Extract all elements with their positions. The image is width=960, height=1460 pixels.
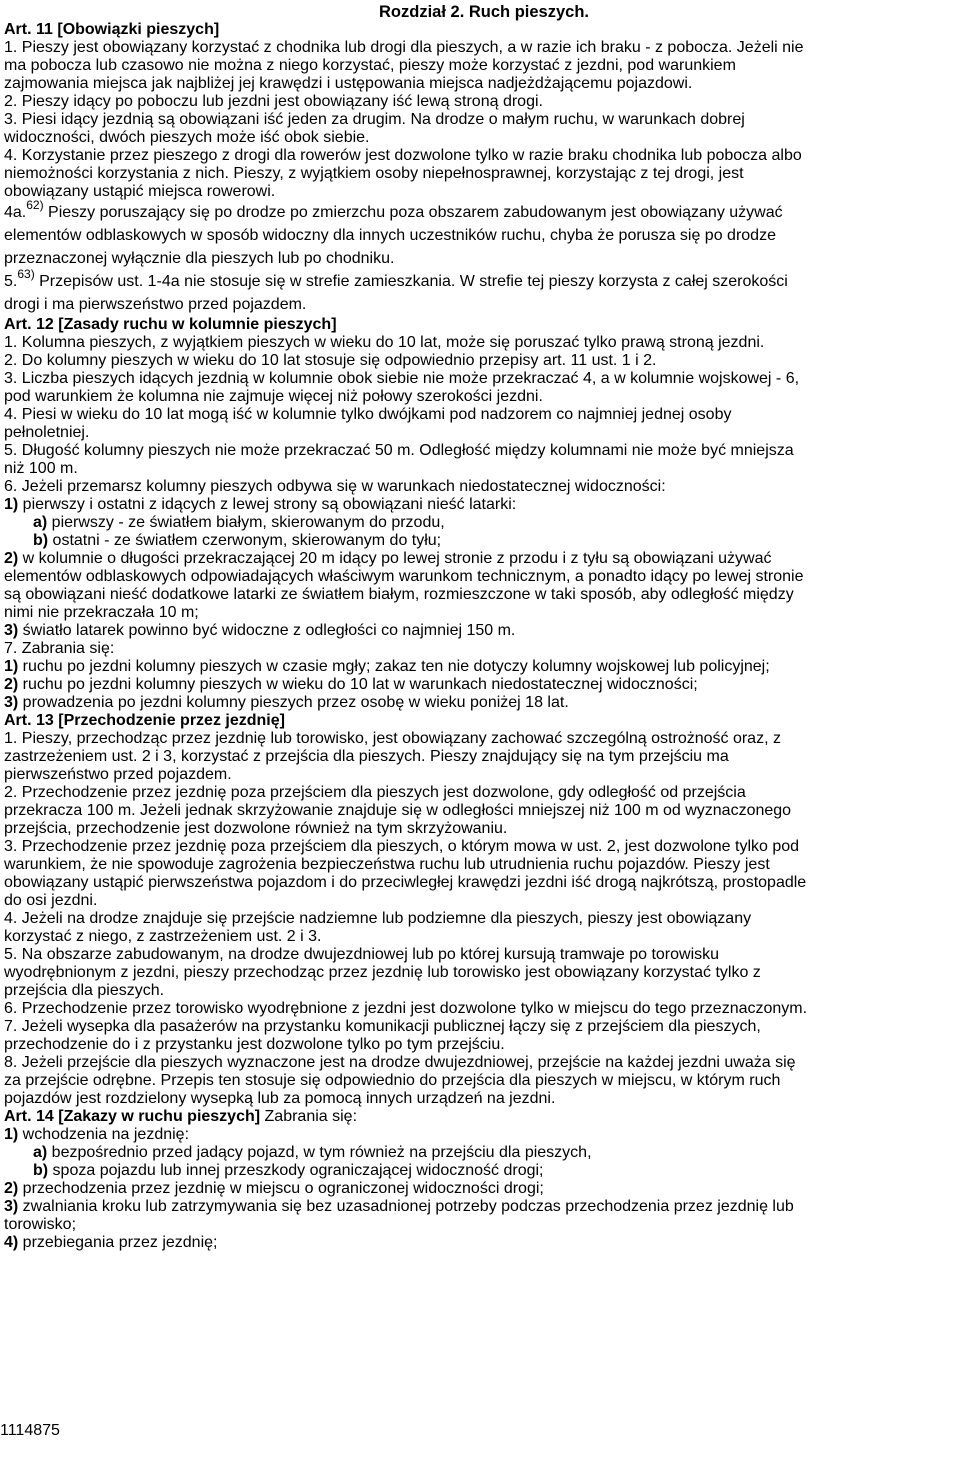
article-heading xyxy=(4,21,956,39)
line-text: pełnoletniej. xyxy=(4,424,90,441)
line-text: prowadzenia po jezdni kolumny pieszych przez osobę w wieku poniżej 18 lat. xyxy=(18,694,569,711)
line-text: 4. Jeżeli na drodze znajduje się przejście nadziemne lub podziemne dla pieszych, pieszy jest obowiązany xyxy=(4,910,752,927)
line-text: niż 100 m. xyxy=(4,460,78,477)
line-text: przejścia, przechodzenie jest dozwolone również na tym skrzyżowaniu. xyxy=(4,820,508,837)
footnote-reference: 62) xyxy=(26,198,44,212)
text-line xyxy=(4,224,956,247)
text-line xyxy=(4,1018,956,1036)
text-line xyxy=(4,293,956,316)
line-text: przebiegania przez jezdnię; xyxy=(18,1234,218,1251)
text-line xyxy=(4,1144,956,1162)
text-line xyxy=(4,334,956,352)
line-text: drogi i ma pierwszeństwo przed pojazdem. xyxy=(4,296,307,313)
list-marker: b) xyxy=(33,1162,49,1179)
text-line xyxy=(4,982,956,1000)
text-line xyxy=(4,892,956,910)
line-text: pierwszeństwo przed pojazdem. xyxy=(4,766,232,783)
line-text: przekracza 100 m. Jeżeli jednak skrzyżowanie znajduje się w odległości mniejszej niż 100 m od wyznaczonego xyxy=(4,802,792,819)
line-text: elementów odblaskowych w sposób widoczny dla innych uczestników ruchu, chyba że porusza się po drodze xyxy=(4,227,776,244)
line-text: 3. Piesi idący jezdnią są obowiązani iść jeden za drugim. Na drodze o małym ruchu, w warunkach dobrej xyxy=(4,111,745,128)
text-line xyxy=(4,676,956,694)
line-text: 1. Kolumna pieszych, z wyjątkiem pieszych w wieku do 10 lat, może się poruszać tylko prawą stroną jezdni. xyxy=(4,334,765,351)
text-line xyxy=(4,514,956,532)
line-text: obowiązany ustąpić miejsca rowerowi. xyxy=(4,183,276,200)
line-text: zastrzeżeniem ust. 2 i 3, korzystać z przejścia dla pieszych. Pieszy znajdujący się na tym przejściu ma xyxy=(4,748,729,765)
line-text: torowisko; xyxy=(4,1216,77,1233)
line-text: zwalniania kroku lub zatrzymywania się bez uzasadnionej potrzeby podczas przechodzenia przez jezdnię lub xyxy=(18,1198,794,1215)
text-line xyxy=(4,802,956,820)
line-text: 3. Przechodzenie przez jezdnię poza przejściem dla pieszych, o którym mowa w ust. 2, jest dozwolone tylko pod xyxy=(4,838,800,855)
chapter-title: Rozdział 2. Ruch pieszych. xyxy=(379,3,589,21)
text-line xyxy=(4,604,956,622)
line-text: elementów odblaskowych odpowiadających właściwym warunkom technicznym, a ponadto idący po lewej stronie xyxy=(4,568,804,585)
line-text: Pieszy poruszający się po drodze po zmierzchu poza obszarem zabudowanym jest obowiązany używać xyxy=(43,204,783,221)
text-line xyxy=(4,1180,956,1198)
line-text: za przejście odrębne. Przepis ten stosuje się odpowiednio do przejścia dla pieszych w miejscu, w którym ruch xyxy=(4,1072,781,1089)
line-text: bezpośrednio przed jadący pojazd, w tym również na przejściu dla pieszych, xyxy=(47,1144,592,1161)
text-line xyxy=(4,57,956,75)
list-marker: 1) xyxy=(4,658,19,675)
line-text: pierwszy - ze światłem białym, skierowanym do przodu, xyxy=(47,514,445,531)
line-text: 1. Pieszy, przechodząc przez jezdnię lub torowisko, jest obowiązany zachować szczególną ostrożność oraz, z xyxy=(4,730,781,747)
line-text: pod warunkiem że kolumna nie zajmuje więcej niż połowy szerokości jezdni. xyxy=(4,388,543,405)
text-line xyxy=(4,1216,956,1234)
line-text: ruchu po jezdni kolumny pieszych w wieku do 10 lat w warunkach niedostatecznej widoczności; xyxy=(18,676,698,693)
text-line xyxy=(4,640,956,658)
text-line xyxy=(4,766,956,784)
text-line xyxy=(4,267,956,293)
line-text: 4. Korzystanie przez pieszego z drogi dla rowerów jest dozwolone tylko w razie braku chodnika lub pobocza albo xyxy=(4,147,802,164)
line-text: 2. Pieszy idący po poboczu lub jezdni jest obowiązany iść lewą stroną drogi. xyxy=(4,93,543,110)
list-marker: 3) xyxy=(4,622,19,639)
text-line xyxy=(4,622,956,640)
line-text: 6. Jeżeli przemarsz kolumny pieszych odbywa się w warunkach niedostatecznej widoczności: xyxy=(4,478,666,495)
line-text: 4. Piesi w wieku do 10 lat mogą iść w kolumnie tylko dwójkami pod nadzorem co najmniej jednej osoby xyxy=(4,406,732,423)
text-line xyxy=(4,694,956,712)
text-line xyxy=(4,1126,956,1144)
text-line xyxy=(4,165,956,183)
line-text: przeznaczonej wyłącznie dla pieszych lub po chodniku. xyxy=(4,250,395,267)
text-line xyxy=(4,874,956,892)
text-line xyxy=(4,388,956,406)
document-page xyxy=(4,0,956,1252)
line-text: spoza pojazdu lub innej przeszkody ograniczającej widoczność drogi; xyxy=(48,1162,544,1179)
list-marker: b) xyxy=(33,532,49,549)
line-text: Art. 12 [Zasady ruchu w kolumnie pieszych] xyxy=(4,316,337,333)
text-line xyxy=(4,247,956,270)
text-line xyxy=(4,424,956,442)
line-text: 2. Do kolumny pieszych w wieku do 10 lat stosuje się odpowiednio przepisy art. 11 ust. 1 i 2. xyxy=(4,352,657,369)
line-text: Art. 14 [Zakazy w ruchu pieszych] xyxy=(4,1108,261,1125)
text-line xyxy=(4,198,956,224)
text-line xyxy=(4,39,956,57)
line-text: pojazdów jest rozdzielony wysepką lub za pomocą innych urządzeń na jezdni. xyxy=(4,1090,556,1107)
line-text: 5. Długość kolumny pieszych nie może przekraczać 50 m. Odległość między kolumnami nie może być mniejsza xyxy=(4,442,794,459)
line-text: obowiązany ustąpić pierwszeństwa pojazdom i do przeciwległej krawędzi jezdni iść drogą najkrótszą, prostopadle xyxy=(4,874,807,891)
list-marker: 1) xyxy=(4,496,19,513)
text-line xyxy=(4,550,956,568)
list-marker: 1) xyxy=(4,1126,19,1143)
text-line xyxy=(4,352,956,370)
line-text: wchodzenia na jezdnię: xyxy=(18,1126,190,1143)
text-line xyxy=(4,838,956,856)
line-text: 5. Na obszarze zabudowanym, na drodze dwujezdniowej lub po której kursują tramwaje po torowisku xyxy=(4,946,720,963)
line-text: 3. Liczba pieszych idących jezdnią w kolumnie obok siebie nie może przekraczać 4, a w kolumnie wojskowej - 6, xyxy=(4,370,800,387)
line-text: Art. 13 [Przechodzenie przez jezdnię] xyxy=(4,712,285,729)
list-marker: a) xyxy=(33,514,48,531)
line-text: w kolumnie o długości przekraczającej 20 m idący po lewej stronie z przodu i z tyłu są obowiązani używać xyxy=(18,550,772,567)
text-line xyxy=(4,1234,956,1252)
line-text: ostatni - ze światłem czerwonym, skierowanym do tyłu; xyxy=(48,532,442,549)
text-line xyxy=(4,1090,956,1108)
line-text: 7. Jeżeli wysepka dla pasażerów na przystanku komunikacji publicznej łączy się z przejściem dla pieszych, xyxy=(4,1018,761,1035)
line-text: Art. 11 [Obowiązki pieszych] xyxy=(4,21,220,38)
article-heading xyxy=(4,1108,956,1126)
text-line xyxy=(4,1198,956,1216)
text-line xyxy=(4,658,956,676)
line-text: 6. Przechodzenie przez torowisko wyodrębnione z jezdni jest dozwolone tylko w miejscu do tego przeznaczonym. xyxy=(4,1000,808,1017)
article-heading xyxy=(4,316,956,334)
text-line xyxy=(4,93,956,111)
list-marker: 2) xyxy=(4,676,19,693)
text-line xyxy=(4,183,956,201)
text-line xyxy=(4,910,956,928)
line-text: 7. Zabrania się: xyxy=(4,640,115,657)
text-line xyxy=(4,129,956,147)
text-line xyxy=(4,964,956,982)
line-text: 8. Jeżeli przejście dla pieszych wyznaczone jest na drodze dwujezdniowej, przejście na każdej jezdni uważa się xyxy=(4,1054,796,1071)
text-line xyxy=(4,568,956,586)
line-text: ruchu po jezdni kolumny pieszych w czasie mgły; zakaz ten nie dotyczy kolumny wojskowej lub policyjnej; xyxy=(18,658,770,675)
text-line xyxy=(4,820,956,838)
line-text: przejścia dla pieszych. xyxy=(4,982,165,999)
text-line xyxy=(4,370,956,388)
document-id-footer: 1114875 xyxy=(0,1422,60,1439)
line-text: zajmowania miejsca jak najbliżej jej krawędzi i ustępowania miejsca nadjeżdżającemu pojazdowi. xyxy=(4,75,693,92)
list-marker: 4) xyxy=(4,1234,19,1251)
text-line xyxy=(4,928,956,946)
text-line xyxy=(4,111,956,129)
text-line xyxy=(4,1000,956,1018)
article-heading xyxy=(4,712,956,730)
footnote-reference: 63) xyxy=(17,267,35,281)
text-line xyxy=(4,478,956,496)
line-text: pierwszy i ostatni z idących z lewej strony są obowiązani nieść latarki: xyxy=(18,496,517,513)
text-line xyxy=(4,586,956,604)
line-text: korzystać z niego, z zastrzeżeniem ust. 2 i 3. xyxy=(4,928,322,945)
line-text: ma pobocza lub czasowo nie można z niego korzystać, pieszy może korzystać z jezdni, pod warunkiem xyxy=(4,57,736,74)
line-text: Przepisów ust. 1-4a nie stosuje się w strefie zamieszkania. W strefie tej pieszy korzysta z całej szerokości xyxy=(34,273,788,290)
text-line xyxy=(4,784,956,802)
text-line xyxy=(4,460,956,478)
line-text: są obowiązani nieść dodatkowe latarki ze światłem białym, rozmieszczone w taki sposób, aby odległość między xyxy=(4,586,794,603)
text-line xyxy=(4,1036,956,1054)
text-line xyxy=(4,946,956,964)
text-line xyxy=(4,856,956,874)
text-line xyxy=(4,1054,956,1072)
line-text: do osi jezdni. xyxy=(4,892,98,909)
text-line xyxy=(4,406,956,424)
paragraph-number: 4a. xyxy=(4,204,27,221)
line-text-continuation: Zabrania się: xyxy=(260,1108,358,1125)
paragraph-number: 5. xyxy=(4,273,18,290)
document-body xyxy=(4,21,956,1252)
list-marker: 3) xyxy=(4,694,19,711)
line-text: warunkiem, że nie spowoduje zagrożenia bezpieczeństwa ruchu lub utrudnienia ruchu pojazdów. Pieszy jest xyxy=(4,856,770,873)
text-line xyxy=(4,147,956,165)
line-text: nimi nie przekraczała 10 m; xyxy=(4,604,199,621)
line-text: światło latarek powinno być widoczne z odległości co najmniej 150 m. xyxy=(18,622,516,639)
line-text: 2. Przechodzenie przez jezdnię poza przejściem dla pieszych jest dozwolone, gdy odległość od przejścia xyxy=(4,784,746,801)
line-text: 1. Pieszy jest obowiązany korzystać z chodnika lub drogi dla pieszych, a w razie ich braku - z pobocza. Jeżeli nie xyxy=(4,39,804,56)
text-line xyxy=(4,1162,956,1180)
list-marker: 3) xyxy=(4,1198,19,1215)
text-line xyxy=(4,496,956,514)
text-line xyxy=(4,748,956,766)
line-text: przechodzenia przez jezdnię w miejscu o ograniczonej widoczności drogi; xyxy=(18,1180,544,1197)
list-marker: 2) xyxy=(4,1180,19,1197)
text-line xyxy=(4,75,956,93)
text-line xyxy=(4,1072,956,1090)
text-line xyxy=(4,730,956,748)
line-text: wyodrębnionym z jezdni, pieszy przechodząc przez jezdnię lub torowisko jest obowiązany korzystać tylko z xyxy=(4,964,761,981)
line-text: widoczności, dwóch pieszych może iść obok siebie. xyxy=(4,129,370,146)
list-marker: a) xyxy=(33,1144,48,1161)
list-marker: 2) xyxy=(4,550,19,567)
line-text: przechodzenie do i z przystanku jest dozwolone tylko po tym przejściu. xyxy=(4,1036,505,1053)
text-line xyxy=(4,442,956,460)
line-text: niemożności korzystania z nich. Pieszy, z wyjątkiem osoby niepełnosprawnej, korzystając z tej drogi, jest xyxy=(4,165,744,182)
text-line xyxy=(4,532,956,550)
